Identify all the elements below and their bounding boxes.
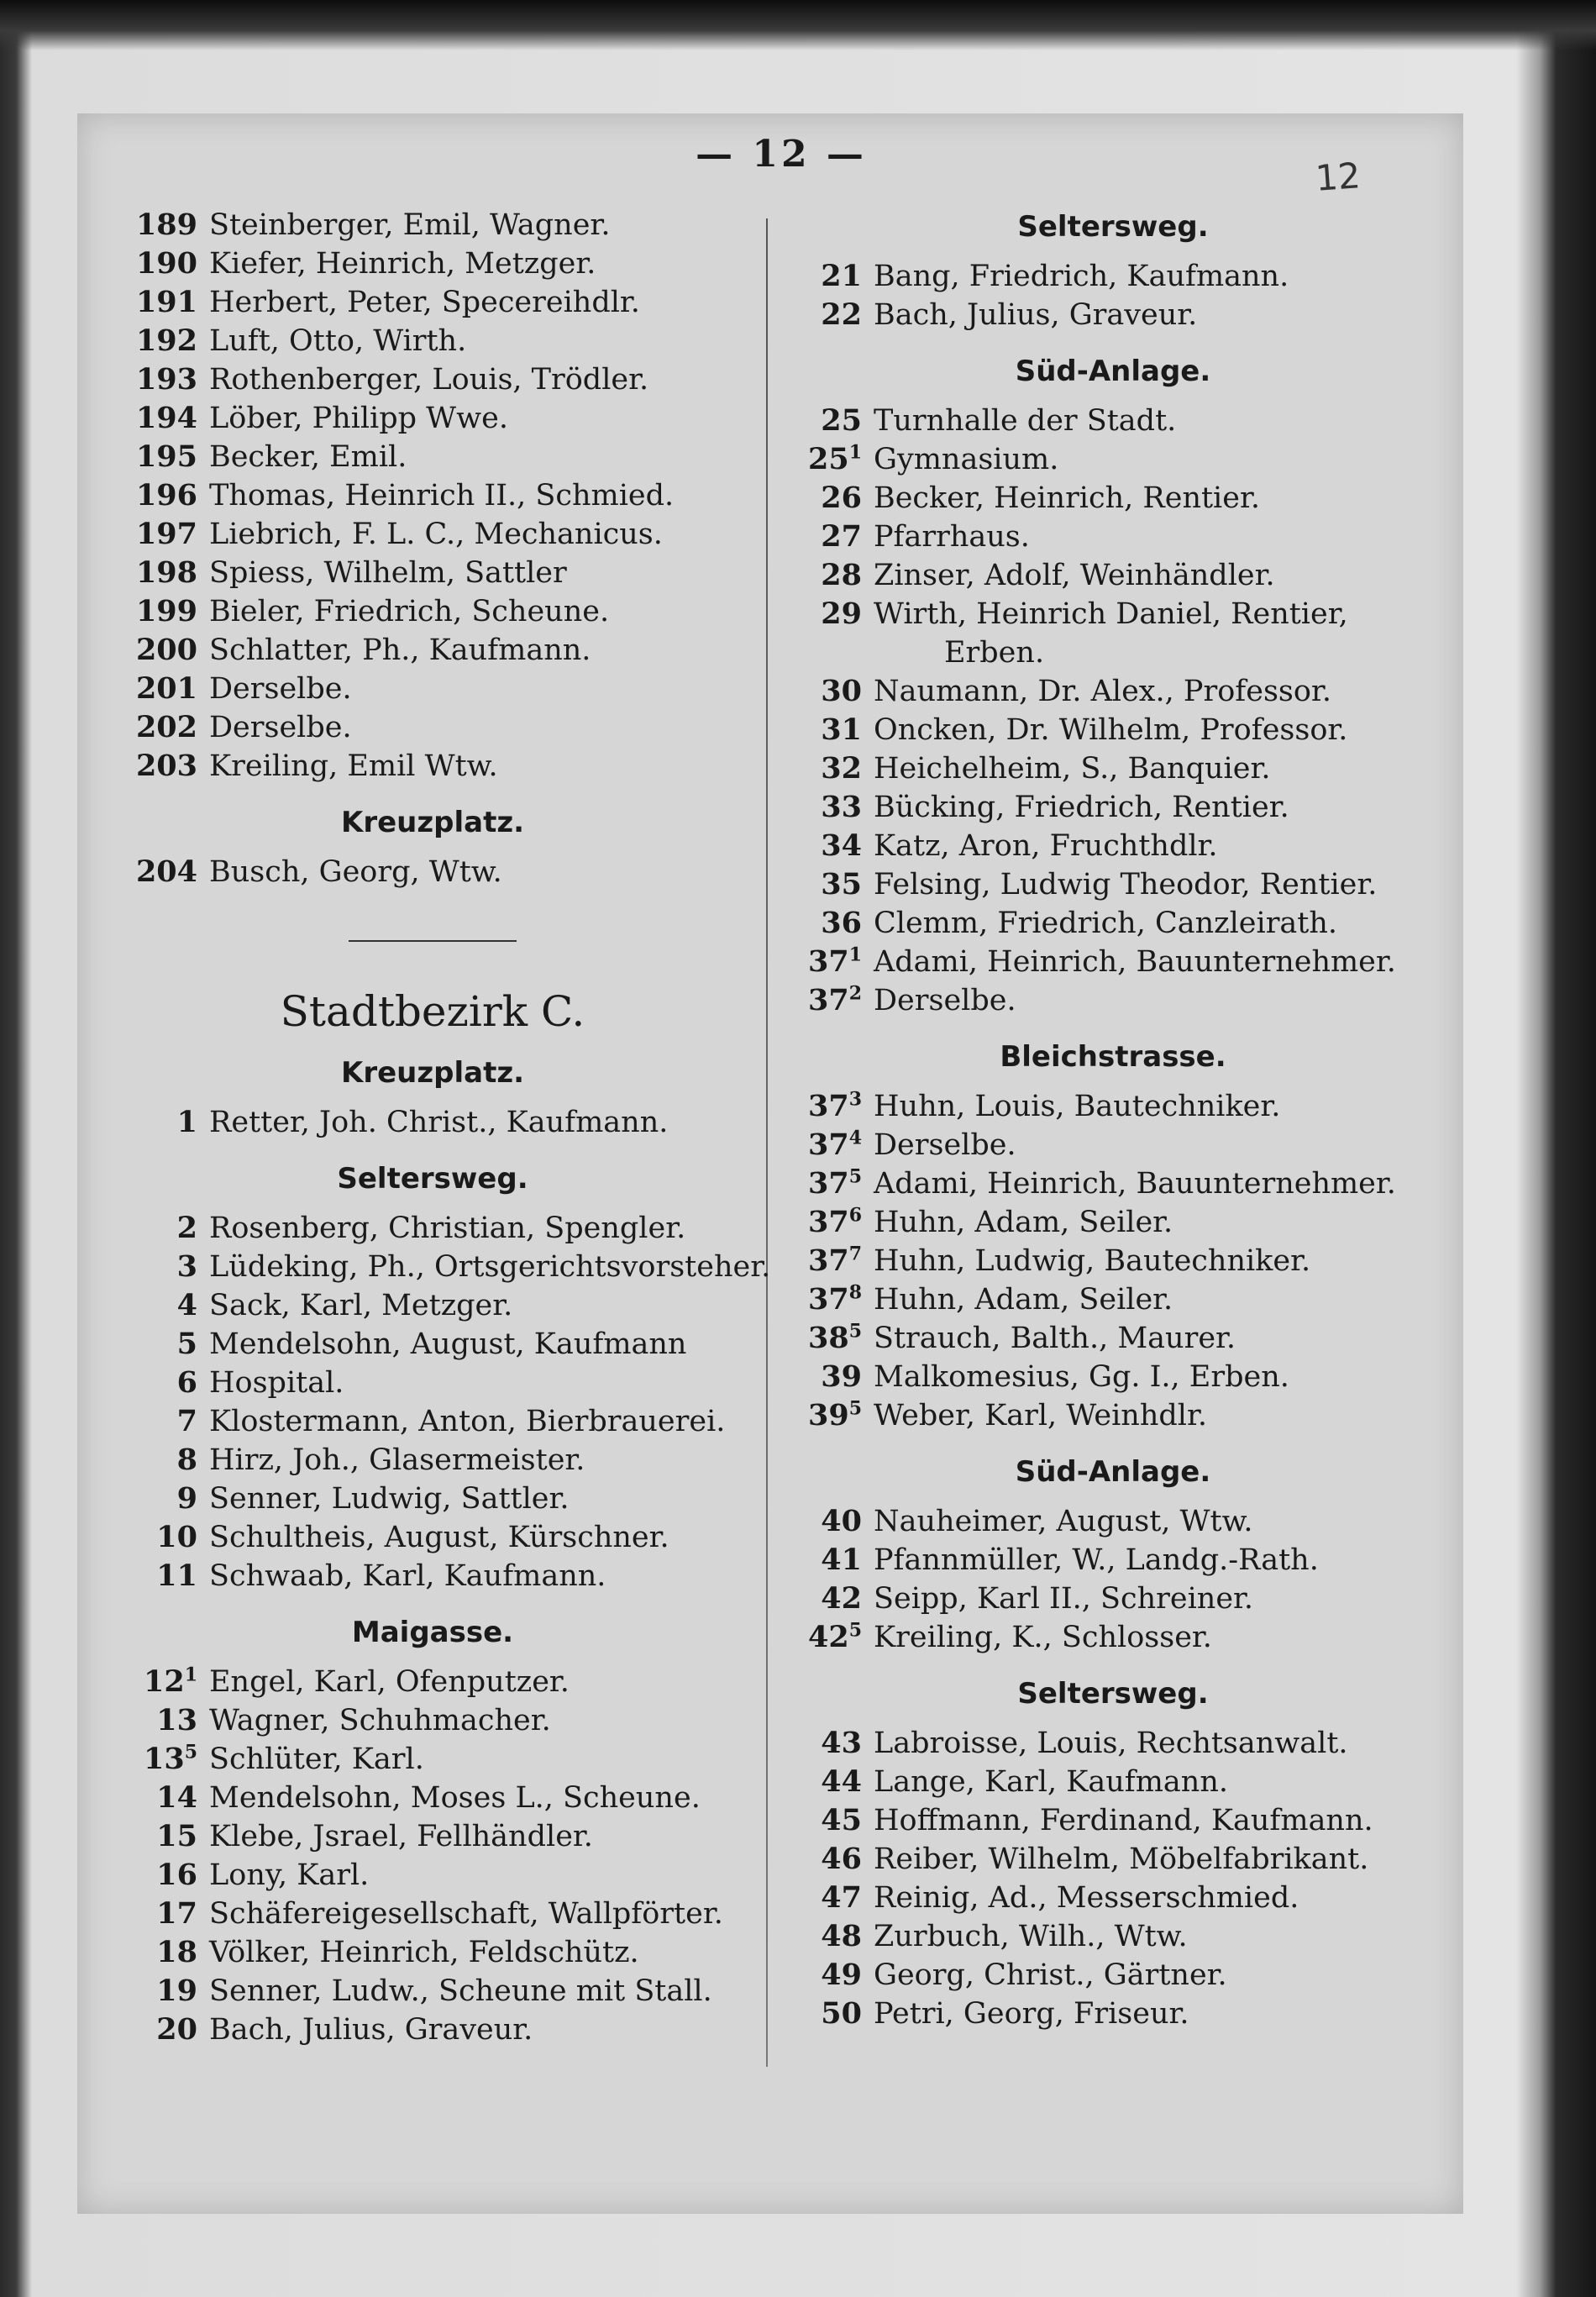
house-number: 201 xyxy=(135,671,197,706)
page-number: — 12 — xyxy=(696,133,867,176)
resident-name: Strauch, Balth., Maurer. xyxy=(874,1322,1236,1355)
directory-entry xyxy=(122,322,743,360)
house-number-suffix: 8 xyxy=(848,1281,862,1304)
pencil-page-mark: 12 xyxy=(1314,155,1362,199)
house-number: $25^1$ xyxy=(807,441,862,476)
house-number: 33 xyxy=(821,790,862,824)
resident-name: Zurbuch, Wilh., Wtw. xyxy=(874,1920,1188,1953)
resident-name: Schlatter, Ph., Kaufmann. xyxy=(209,633,591,667)
entry-list xyxy=(122,206,743,786)
house-number: 31 xyxy=(821,712,862,747)
entry-list xyxy=(781,1724,1445,2033)
resident-name: Schlüter, Karl. xyxy=(209,1742,424,1776)
directory-entry xyxy=(122,592,743,631)
directory-entry xyxy=(122,1103,743,1142)
directory-entry xyxy=(781,296,1445,334)
house-number: 30 xyxy=(821,674,862,708)
resident-name: Derselbe. xyxy=(209,711,352,744)
house-number: 13 xyxy=(156,1703,197,1737)
resident-name: Labroisse, Louis, Rechtsanwalt. xyxy=(874,1727,1348,1760)
house-number: 16 xyxy=(156,1858,197,1892)
entry-list xyxy=(781,402,1445,633)
district-title: Stadtbezirk C. xyxy=(280,987,585,1036)
house-number: $42^5$ xyxy=(807,1619,862,1654)
house-number: 7 xyxy=(176,1404,197,1438)
resident-name: Klostermann, Anton, Bierbrauerei. xyxy=(209,1405,726,1438)
entry-list xyxy=(122,1209,771,1595)
section-heading: Maigasse. xyxy=(351,1616,514,1649)
directory-entry xyxy=(122,1972,743,2011)
directory-entry xyxy=(781,595,1445,633)
house-number: 26 xyxy=(821,481,862,515)
resident-name: Derselbe. xyxy=(209,672,352,706)
directory-entry xyxy=(122,1817,743,1856)
house-number: $37^7$ xyxy=(807,1243,862,1278)
house-number-suffix: 5 xyxy=(848,1320,862,1343)
directory-entry xyxy=(781,1396,1445,1435)
house-number-suffix: 2 xyxy=(848,982,862,1005)
column-divider xyxy=(766,218,768,2067)
resident-name: Adami, Heinrich, Bauunternehmer. xyxy=(874,1167,1396,1201)
resident-name: Bach, Julius, Graveur. xyxy=(874,298,1198,332)
house-number: 32 xyxy=(821,751,862,786)
directory-entry xyxy=(781,672,1445,711)
house-number: 43 xyxy=(821,1726,862,1760)
house-number: 2 xyxy=(176,1211,197,1245)
resident-name: Rothenberger, Louis, Trödler. xyxy=(209,363,649,397)
directory-entry xyxy=(122,1663,743,1701)
directory-entry xyxy=(781,1840,1445,1879)
section-heading: Seltersweg. xyxy=(337,1162,528,1196)
resident-name: Seipp, Karl II., Schreiner. xyxy=(874,1582,1254,1616)
directory-entry xyxy=(781,402,1445,440)
resident-name: Huhn, Ludwig, Bautechniker. xyxy=(874,1244,1311,1278)
directory-entry xyxy=(781,1087,1445,1126)
house-number: $37^1$ xyxy=(807,944,862,979)
house-number: 47 xyxy=(821,1880,862,1915)
section-heading: Seltersweg. xyxy=(1017,210,1209,244)
house-number: 190 xyxy=(135,246,197,281)
house-number: $37^2$ xyxy=(807,982,862,1017)
resident-name: Lange, Karl, Kaufmann. xyxy=(874,1765,1228,1799)
resident-name: Pfarrhaus. xyxy=(874,520,1030,554)
resident-name: Huhn, Adam, Seiler. xyxy=(874,1283,1173,1317)
resident-name: Derselbe. xyxy=(874,1128,1016,1162)
house-number-suffix: 1 xyxy=(184,1664,197,1686)
directory-entry xyxy=(781,1801,1445,1840)
house-number: 40 xyxy=(821,1504,862,1538)
house-number: 193 xyxy=(135,362,197,397)
house-number: $37^8$ xyxy=(807,1281,862,1317)
house-number: 192 xyxy=(135,323,197,358)
resident-name: Thomas, Heinrich II., Schmied. xyxy=(209,479,675,512)
directory-entry xyxy=(122,1856,743,1895)
house-number: 11 xyxy=(156,1558,197,1593)
house-number: 29 xyxy=(821,597,862,631)
resident-name: Huhn, Adam, Seiler. xyxy=(874,1206,1173,1239)
resident-name: Heichelheim, S., Banquier. xyxy=(874,752,1271,786)
resident-name: Huhn, Louis, Bautechniker. xyxy=(874,1090,1281,1123)
house-number: $37^6$ xyxy=(807,1204,862,1239)
resident-name: Löber, Philipp Wwe. xyxy=(209,402,508,435)
directory-entry xyxy=(781,981,1445,1020)
directory-entry xyxy=(781,1995,1445,2033)
directory-entry xyxy=(122,853,743,891)
resident-name: Weber, Karl, Weinhdlr. xyxy=(874,1399,1207,1432)
house-number: 5 xyxy=(176,1327,197,1361)
resident-name: Rosenberg, Christian, Spengler. xyxy=(209,1212,686,1245)
house-number-suffix: 3 xyxy=(848,1088,862,1111)
directory-entry xyxy=(122,244,743,283)
resident-name: Retter, Joh. Christ., Kaufmann. xyxy=(209,1106,669,1139)
resident-name: Hoffmann, Ferdinand, Kaufmann. xyxy=(874,1804,1373,1837)
house-number: 204 xyxy=(135,854,197,889)
directory-entry xyxy=(122,631,743,670)
directory-entry xyxy=(122,554,743,592)
house-number: 46 xyxy=(821,1842,862,1876)
right-column xyxy=(781,210,1445,2033)
directory-entry xyxy=(122,1364,743,1402)
resident-name: Clemm, Friedrich, Canzleirath. xyxy=(874,907,1338,940)
resident-name: Nauheimer, August, Wtw. xyxy=(874,1505,1253,1538)
house-number: 203 xyxy=(135,749,197,783)
directory-entry xyxy=(781,1242,1445,1280)
directory-entry xyxy=(781,1724,1445,1763)
left-column xyxy=(122,206,771,2049)
resident-name: Schäfereigesellschaft, Wallpförter. xyxy=(209,1897,723,1931)
section-heading: Bleichstrasse. xyxy=(1000,1040,1226,1074)
house-number: 8 xyxy=(176,1443,197,1477)
house-number: 22 xyxy=(821,297,862,332)
house-number: 195 xyxy=(135,439,197,474)
resident-name: Oncken, Dr. Wilhelm, Professor. xyxy=(874,713,1348,747)
resident-name: Adami, Heinrich, Bauunternehmer. xyxy=(874,945,1396,979)
house-number: 39 xyxy=(821,1359,862,1394)
entry-list xyxy=(122,1103,743,1142)
resident-name: Senner, Ludw., Scheune mit Stall. xyxy=(209,1974,712,2008)
house-number: $38^5$ xyxy=(807,1320,862,1355)
resident-name: Bang, Friedrich, Kaufmann. xyxy=(874,260,1289,293)
directory-entry xyxy=(781,1280,1445,1319)
directory-entry xyxy=(122,360,743,399)
entry-list xyxy=(122,1663,743,2049)
directory-entry xyxy=(781,1917,1445,1956)
directory-entry xyxy=(781,1358,1445,1396)
directory-entry xyxy=(781,827,1445,865)
resident-name: Felsing, Ludwig Theodor, Rentier. xyxy=(874,868,1378,901)
directory-entry xyxy=(122,1248,771,1286)
resident-name: Bücking, Friedrich, Rentier. xyxy=(874,791,1289,824)
house-number: $37^3$ xyxy=(807,1088,862,1123)
house-number: 189 xyxy=(135,208,197,242)
house-number: 9 xyxy=(176,1481,197,1516)
entry-list xyxy=(122,853,743,891)
directory-entry xyxy=(122,1286,743,1325)
house-number: 42 xyxy=(821,1581,862,1616)
section-heading: Seltersweg. xyxy=(1017,1677,1209,1711)
house-number: 35 xyxy=(821,867,862,901)
resident-name: Bach, Julius, Graveur. xyxy=(209,2013,533,2047)
section-heading: Süd-Anlage. xyxy=(1015,1455,1211,1489)
house-number: 41 xyxy=(821,1543,862,1577)
house-number: $12^1$ xyxy=(143,1664,197,1699)
house-number: $39^5$ xyxy=(807,1397,862,1432)
house-number: 49 xyxy=(821,1958,862,1992)
resident-name: Georg, Christ., Gärtner. xyxy=(874,1958,1227,1992)
directory-entry xyxy=(122,283,743,322)
resident-name: Katz, Aron, Fruchthdlr. xyxy=(874,829,1218,863)
directory-entry xyxy=(122,1209,743,1248)
directory-entry xyxy=(122,747,743,786)
house-number-suffix: 5 xyxy=(184,1741,197,1763)
directory-entry xyxy=(122,1895,743,1933)
house-number: 14 xyxy=(156,1780,197,1815)
resident-name: Spiess, Wilhelm, Sattler xyxy=(209,556,567,590)
house-number-suffix: 4 xyxy=(848,1127,862,1149)
house-number: 196 xyxy=(135,478,197,512)
directory-entry xyxy=(781,749,1445,788)
resident-name: Malkomesius, Gg. I., Erben. xyxy=(874,1360,1289,1394)
resident-name: Hirz, Joh., Glasermeister. xyxy=(209,1443,585,1477)
directory-entry xyxy=(781,257,1445,296)
directory-entry xyxy=(122,476,743,515)
section-rule xyxy=(349,940,517,942)
resident-name: Mendelsohn, Moses L., Scheune. xyxy=(209,1781,701,1815)
resident-name: Wirth, Heinrich Daniel, Rentier, xyxy=(874,597,1348,631)
directory-entry xyxy=(781,440,1445,479)
house-number: 36 xyxy=(821,906,862,940)
resident-name: Kreiling, Emil Wtw. xyxy=(209,749,498,783)
house-number-suffix: 5 xyxy=(848,1165,862,1188)
directory-entry xyxy=(122,2011,743,2049)
resident-name: Zinser, Adolf, Weinhändler. xyxy=(874,559,1275,592)
house-number: 198 xyxy=(135,555,197,590)
entry-continuation: Erben. xyxy=(944,636,1045,670)
house-number: 1 xyxy=(176,1105,197,1139)
house-number-suffix: 6 xyxy=(848,1204,862,1227)
house-number: $37^4$ xyxy=(807,1127,862,1162)
resident-name: Becker, Heinrich, Rentier. xyxy=(874,481,1260,515)
directory-entry xyxy=(781,1956,1445,1995)
house-number: 202 xyxy=(135,710,197,744)
directory-entry xyxy=(122,438,743,476)
directory-entry xyxy=(781,943,1445,981)
directory-entry xyxy=(781,518,1445,556)
house-number: 194 xyxy=(135,401,197,435)
directory-entry xyxy=(781,788,1445,827)
resident-name: Bieler, Friedrich, Scheune. xyxy=(209,595,610,628)
house-number: 34 xyxy=(821,828,862,863)
entry-list xyxy=(781,257,1445,334)
directory-entry xyxy=(122,399,743,438)
house-number: 27 xyxy=(821,519,862,554)
house-number-suffix: 1 xyxy=(848,944,862,966)
directory-entry xyxy=(122,1740,743,1779)
entry-list xyxy=(781,1087,1445,1435)
resident-name: Mendelsohn, August, Kaufmann xyxy=(209,1327,687,1361)
directory-entry xyxy=(781,865,1445,904)
resident-name: Völker, Heinrich, Feldschütz. xyxy=(209,1936,639,1969)
resident-name: Lüdeking, Ph., Ortsgerichtsvorsteher. xyxy=(209,1250,771,1284)
directory-entry xyxy=(781,1502,1445,1541)
resident-name: Senner, Ludwig, Sattler. xyxy=(209,1482,570,1516)
resident-name: Liebrich, F. L. C., Mechanicus. xyxy=(209,518,663,551)
house-number: 18 xyxy=(156,1935,197,1969)
book-top-shadow xyxy=(0,0,1596,50)
resident-name: Klebe, Jsrael, Fellhändler. xyxy=(209,1820,593,1853)
house-number: 48 xyxy=(821,1919,862,1953)
resident-name: Gymnasium. xyxy=(874,443,1059,476)
resident-name: Pfannmüller, W., Landg.-Rath. xyxy=(874,1543,1319,1577)
directory-entry xyxy=(781,1618,1445,1657)
section-heading: Süd-Anlage. xyxy=(1015,355,1211,388)
resident-name: Luft, Otto, Wirth. xyxy=(209,324,467,358)
resident-name: Kiefer, Heinrich, Metzger. xyxy=(209,247,596,281)
house-number-suffix: 7 xyxy=(848,1243,862,1265)
resident-name: Derselbe. xyxy=(874,984,1016,1017)
resident-name: Becker, Emil. xyxy=(209,440,407,474)
house-number: 50 xyxy=(821,1996,862,2031)
house-number: 45 xyxy=(821,1803,862,1837)
directory-entry xyxy=(781,1763,1445,1801)
house-number: 44 xyxy=(821,1764,862,1799)
house-number: 20 xyxy=(156,2012,197,2047)
directory-entry xyxy=(781,1541,1445,1580)
resident-name: Lony, Karl. xyxy=(209,1858,370,1892)
section-heading: Kreuzplatz. xyxy=(340,806,525,839)
directory-entry xyxy=(122,1441,743,1480)
resident-name: Wagner, Schuhmacher. xyxy=(209,1704,551,1737)
directory-entry xyxy=(122,1933,743,1972)
directory-entry xyxy=(122,1557,743,1595)
house-number: 17 xyxy=(156,1896,197,1931)
house-number: 15 xyxy=(156,1819,197,1853)
directory-entry xyxy=(122,1518,743,1557)
directory-entry xyxy=(122,1402,743,1441)
resident-name: Reiber, Wilhelm, Möbelfabrikant. xyxy=(874,1842,1369,1876)
entry-list xyxy=(781,672,1445,1020)
resident-name: Busch, Georg, Wtw. xyxy=(209,855,502,889)
house-number: $37^5$ xyxy=(807,1165,862,1201)
house-number-suffix: 5 xyxy=(848,1619,862,1642)
directory-entry xyxy=(781,556,1445,595)
house-number-suffix: 1 xyxy=(848,441,862,464)
house-number: 10 xyxy=(156,1520,197,1554)
entry-list xyxy=(781,1502,1445,1657)
directory-entry xyxy=(122,206,743,244)
directory-entry xyxy=(122,708,743,747)
directory-entry xyxy=(781,1203,1445,1242)
house-number: 200 xyxy=(135,633,197,667)
directory-entry xyxy=(122,1480,743,1518)
directory-entry xyxy=(122,670,743,708)
house-number: 21 xyxy=(821,259,862,293)
directory-entry xyxy=(781,479,1445,518)
house-number: 4 xyxy=(176,1288,197,1322)
house-number: 197 xyxy=(135,517,197,551)
resident-name: Herbert, Peter, Specereihdlr. xyxy=(209,286,640,319)
directory-entry xyxy=(122,1325,743,1364)
resident-name: Kreiling, K., Schlosser. xyxy=(874,1621,1212,1654)
directory-entry xyxy=(781,1319,1445,1358)
directory-entry xyxy=(122,515,743,554)
directory-entry xyxy=(781,1164,1445,1203)
resident-name: Reinig, Ad., Messerschmied. xyxy=(874,1881,1299,1915)
resident-name: Schultheis, August, Kürschner. xyxy=(209,1521,669,1554)
resident-name: Sack, Karl, Metzger. xyxy=(209,1289,513,1322)
directory-entry xyxy=(781,904,1445,943)
house-number: 191 xyxy=(135,285,197,319)
directory-entry xyxy=(781,1580,1445,1618)
house-number: 19 xyxy=(156,1974,197,2008)
house-number: 28 xyxy=(821,558,862,592)
directory-entry xyxy=(122,1779,743,1817)
resident-name: Petri, Georg, Friseur. xyxy=(874,1997,1189,2031)
directory-entry xyxy=(781,711,1445,749)
house-number: 3 xyxy=(176,1249,197,1284)
resident-name: Turnhalle der Stadt. xyxy=(874,404,1177,438)
house-number: 199 xyxy=(135,594,197,628)
resident-name: Hospital. xyxy=(209,1366,344,1400)
house-number: 6 xyxy=(176,1365,197,1400)
section-heading: Kreuzplatz. xyxy=(340,1056,525,1090)
directory-entry xyxy=(781,1126,1445,1164)
house-number: 25 xyxy=(821,403,862,438)
house-number-suffix: 5 xyxy=(848,1397,862,1420)
resident-name: Schwaab, Karl, Kaufmann. xyxy=(209,1559,606,1593)
directory-entry xyxy=(122,1701,743,1740)
resident-name: Engel, Karl, Ofenputzer. xyxy=(209,1665,570,1699)
resident-name: Naumann, Dr. Alex., Professor. xyxy=(874,675,1331,708)
house-number: $13^5$ xyxy=(143,1741,197,1776)
directory-entry xyxy=(781,1879,1445,1917)
resident-name: Steinberger, Emil, Wagner. xyxy=(209,208,611,242)
